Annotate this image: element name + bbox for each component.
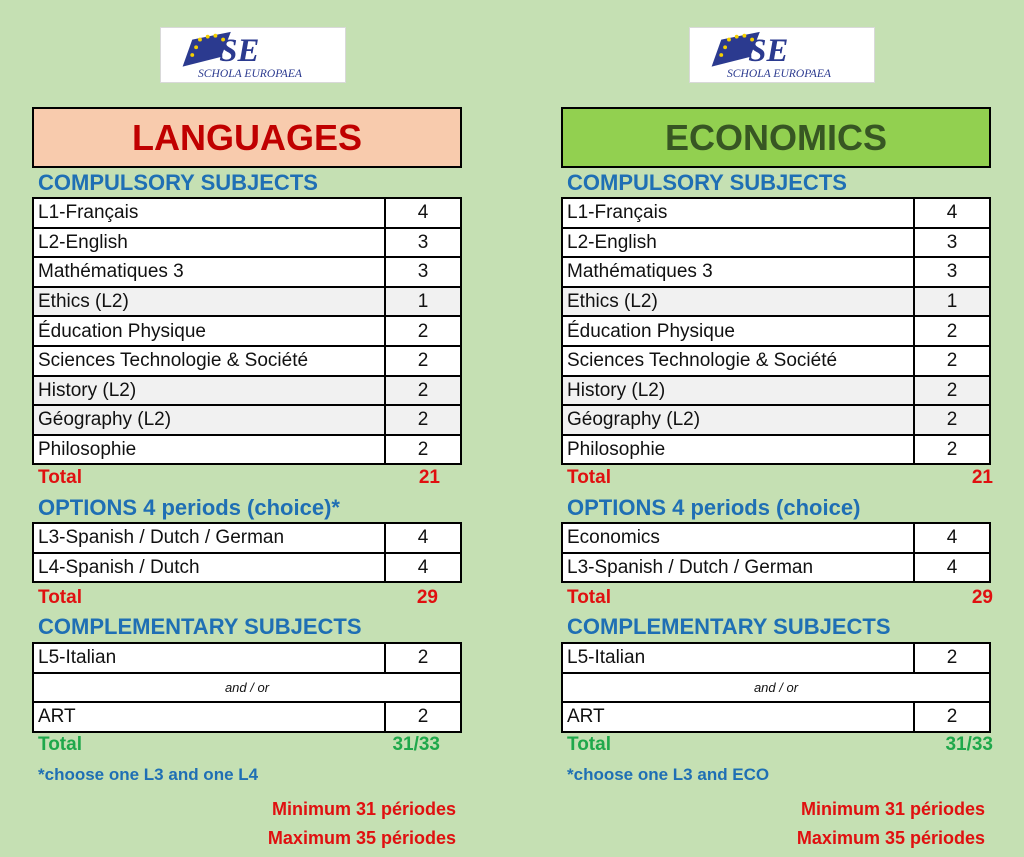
economics-column <box>561 0 991 857</box>
subject-name: Sciences Technologie & Société <box>33 346 385 376</box>
subject-name: L4-Spanish / Dutch <box>33 553 385 583</box>
total-compulsory <box>567 467 993 489</box>
subject-name: Philosophie <box>33 435 385 465</box>
total-label: Total <box>38 587 82 608</box>
total-complementary <box>38 734 438 756</box>
table-row <box>33 702 461 732</box>
subject-periods: 2 <box>914 405 990 435</box>
subject-periods: 2 <box>385 316 461 346</box>
table-row <box>562 287 990 317</box>
subject-name: Éducation Physique <box>33 316 385 346</box>
logo-text: SCHOLA EUROPAEA <box>198 67 303 81</box>
subject-name: Ethics (L2) <box>562 287 914 317</box>
complementary-heading: COMPLEMENTARY SUBJECTS <box>38 614 362 639</box>
subject-name: ART <box>562 702 914 732</box>
subject-periods: 4 <box>385 553 461 583</box>
total-options <box>567 587 993 609</box>
subject-periods: 2 <box>914 643 990 673</box>
subject-name: L2-English <box>33 228 385 258</box>
subject-periods: 3 <box>914 257 990 287</box>
subject-periods: 2 <box>914 316 990 346</box>
table-row <box>562 523 990 553</box>
choice-note: *choose one L3 and ECO <box>567 765 770 784</box>
choice-note: *choose one L3 and one L4 <box>38 765 259 784</box>
subject-name: L3-Spanish / Dutch / German <box>562 553 914 583</box>
and-or-label: and / or <box>33 673 461 703</box>
maximum-periods: Maximum 35 périodes <box>267 828 456 848</box>
total-value: 29 <box>971 587 993 608</box>
total-value: 21 <box>418 467 440 488</box>
subject-periods: 2 <box>385 702 461 732</box>
options-heading: OPTIONS 4 periods (choice) <box>567 495 861 520</box>
table-row <box>33 198 461 228</box>
subject-name: Mathématiques 3 <box>33 257 385 287</box>
minimum-periods: Minimum 31 périodes <box>271 799 456 819</box>
compulsory-table <box>32 197 462 465</box>
subject-periods: 3 <box>914 228 990 258</box>
subject-name: Economics <box>562 523 914 553</box>
schola-europaea-logo <box>689 27 875 83</box>
subject-periods: 2 <box>914 376 990 406</box>
total-label: Total <box>567 587 611 608</box>
table-row <box>33 643 461 673</box>
subject-periods: 1 <box>914 287 990 317</box>
subject-periods: 2 <box>914 435 990 465</box>
schola-europaea-logo <box>160 27 346 83</box>
languages-title: LANGUAGES <box>32 107 462 168</box>
total-label: Total <box>567 467 611 488</box>
table-row <box>33 376 461 406</box>
subject-name: Éducation Physique <box>562 316 914 346</box>
subject-periods: 3 <box>385 228 461 258</box>
table-row <box>33 257 461 287</box>
total-value: 31/33 <box>945 734 993 755</box>
options-table <box>561 522 991 583</box>
subject-periods: 2 <box>914 702 990 732</box>
subject-name: L5-Italian <box>562 643 914 673</box>
subject-periods: 3 <box>385 257 461 287</box>
table-row <box>33 287 461 317</box>
table-row <box>562 435 990 465</box>
total-compulsory <box>38 467 438 489</box>
maximum-periods: Maximum 35 périodes <box>796 828 985 848</box>
total-label: Total <box>38 734 82 755</box>
table-row <box>562 702 990 732</box>
table-row <box>33 346 461 376</box>
subject-name: L1-Français <box>33 198 385 228</box>
logo-text: SCHOLA EUROPAEA <box>727 67 832 81</box>
table-row <box>33 316 461 346</box>
subject-periods: 1 <box>385 287 461 317</box>
subject-periods: 2 <box>385 435 461 465</box>
subject-periods: 4 <box>914 553 990 583</box>
subject-name: L2-English <box>562 228 914 258</box>
subject-name: L3-Spanish / Dutch / German <box>33 523 385 553</box>
total-options <box>38 587 438 609</box>
table-row <box>33 435 461 465</box>
subject-name: History (L2) <box>33 376 385 406</box>
and-or-label: and / or <box>562 673 990 703</box>
complementary-table <box>32 642 462 733</box>
table-row <box>33 553 461 583</box>
subject-periods: 4 <box>914 198 990 228</box>
subject-periods: 2 <box>385 643 461 673</box>
total-label: Total <box>38 467 82 488</box>
economics-title: ECONOMICS <box>561 107 991 168</box>
subject-name: Philosophie <box>562 435 914 465</box>
table-row <box>562 376 990 406</box>
table-row <box>562 257 990 287</box>
table-row <box>562 316 990 346</box>
total-value: 31/33 <box>392 734 440 755</box>
subject-periods: 2 <box>385 346 461 376</box>
total-value: 29 <box>416 587 438 608</box>
options-heading: OPTIONS 4 periods (choice)* <box>38 495 340 520</box>
subject-periods: 4 <box>385 198 461 228</box>
table-row <box>562 198 990 228</box>
table-row <box>33 673 461 703</box>
table-row <box>562 405 990 435</box>
schola-europaea-logo-icon <box>690 28 874 82</box>
subject-name: Ethics (L2) <box>33 287 385 317</box>
subject-periods: 4 <box>914 523 990 553</box>
table-row <box>562 346 990 376</box>
subject-name: Géography (L2) <box>562 405 914 435</box>
table-row <box>33 405 461 435</box>
logo-monogram: SE <box>219 32 260 69</box>
table-row <box>562 228 990 258</box>
complementary-heading: COMPLEMENTARY SUBJECTS <box>567 614 891 639</box>
total-complementary <box>567 734 993 756</box>
languages-column <box>32 0 462 857</box>
table-row <box>562 553 990 583</box>
subject-name: Sciences Technologie & Société <box>562 346 914 376</box>
complementary-table <box>561 642 991 733</box>
schola-europaea-logo-icon <box>161 28 345 82</box>
table-row <box>33 523 461 553</box>
subject-name: History (L2) <box>562 376 914 406</box>
subject-periods: 2 <box>914 346 990 376</box>
subject-name: L1-Français <box>562 198 914 228</box>
subject-name: Géography (L2) <box>33 405 385 435</box>
compulsory-heading: COMPULSORY SUBJECTS <box>38 170 318 195</box>
options-table <box>32 522 462 583</box>
total-label: Total <box>567 734 611 755</box>
subject-name: L5-Italian <box>33 643 385 673</box>
subject-name: Mathématiques 3 <box>562 257 914 287</box>
compulsory-heading: COMPULSORY SUBJECTS <box>567 170 847 195</box>
logo-monogram: SE <box>748 32 789 69</box>
subject-periods: 2 <box>385 405 461 435</box>
subject-name: ART <box>33 702 385 732</box>
table-row <box>562 643 990 673</box>
table-row <box>33 228 461 258</box>
total-value: 21 <box>971 467 993 488</box>
subject-periods: 2 <box>385 376 461 406</box>
minimum-periods: Minimum 31 périodes <box>800 799 985 819</box>
table-row <box>562 673 990 703</box>
compulsory-table <box>561 197 991 465</box>
subject-periods: 4 <box>385 523 461 553</box>
